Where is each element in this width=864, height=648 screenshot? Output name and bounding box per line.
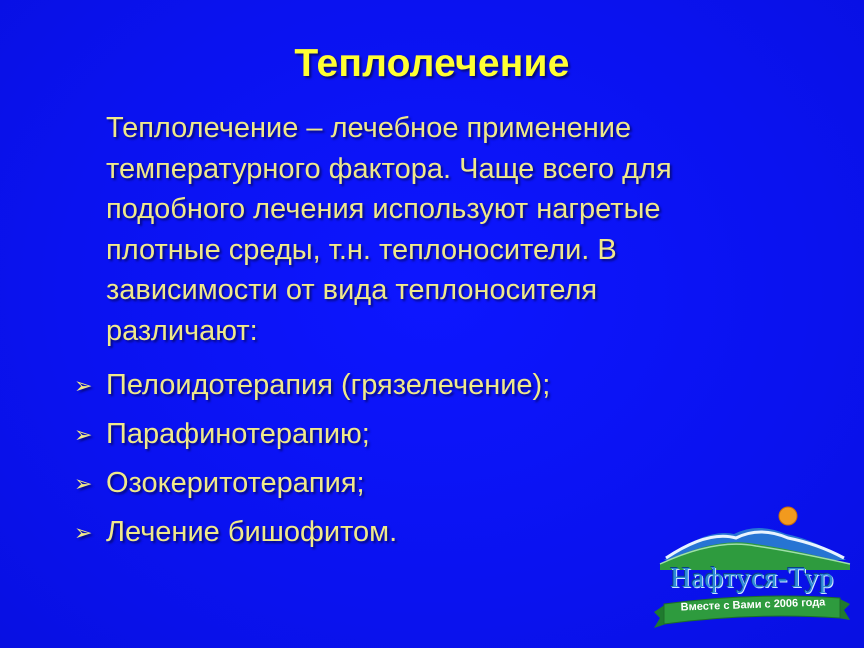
arrow-bullet-icon: ➢ <box>74 470 93 496</box>
intro-paragraph <box>106 108 806 351</box>
intro-line: подобного лечения используют нагретые <box>106 193 661 225</box>
bullet-list <box>74 361 674 557</box>
intro-line: различают: <box>106 314 258 347</box>
bullet-text: Лечение бишофитом. <box>106 516 398 548</box>
intro-line: плотные среды, т.н. теплоносители. В <box>106 233 617 266</box>
intro-line: температурного фактора. Чаще всего для <box>106 152 672 185</box>
bullet-text: Озокеритотерапия; <box>106 467 365 499</box>
bullet-item <box>74 508 674 557</box>
slide-title: Теплолечение <box>294 42 570 85</box>
intro-line: Теплолечение – лечебное применение <box>106 112 632 144</box>
company-logo <box>646 500 858 640</box>
arrow-bullet-icon: ➢ <box>74 421 93 447</box>
bullet-text: Парафинотерапию; <box>106 418 370 450</box>
intro-line: зависимости от вида теплоносителя <box>106 274 598 306</box>
bullet-item <box>74 410 674 459</box>
bullet-item <box>74 459 674 508</box>
arrow-bullet-icon: ➢ <box>74 519 93 545</box>
bullet-item <box>74 361 674 410</box>
logo-slogan: Вместе с Вами с 2006 года <box>680 596 826 614</box>
logo-name: Нафтуся-Тур <box>670 562 834 594</box>
arrow-bullet-icon: ➢ <box>74 372 93 398</box>
bullet-text: Пелоидотерапия (грязелечение); <box>106 369 551 401</box>
